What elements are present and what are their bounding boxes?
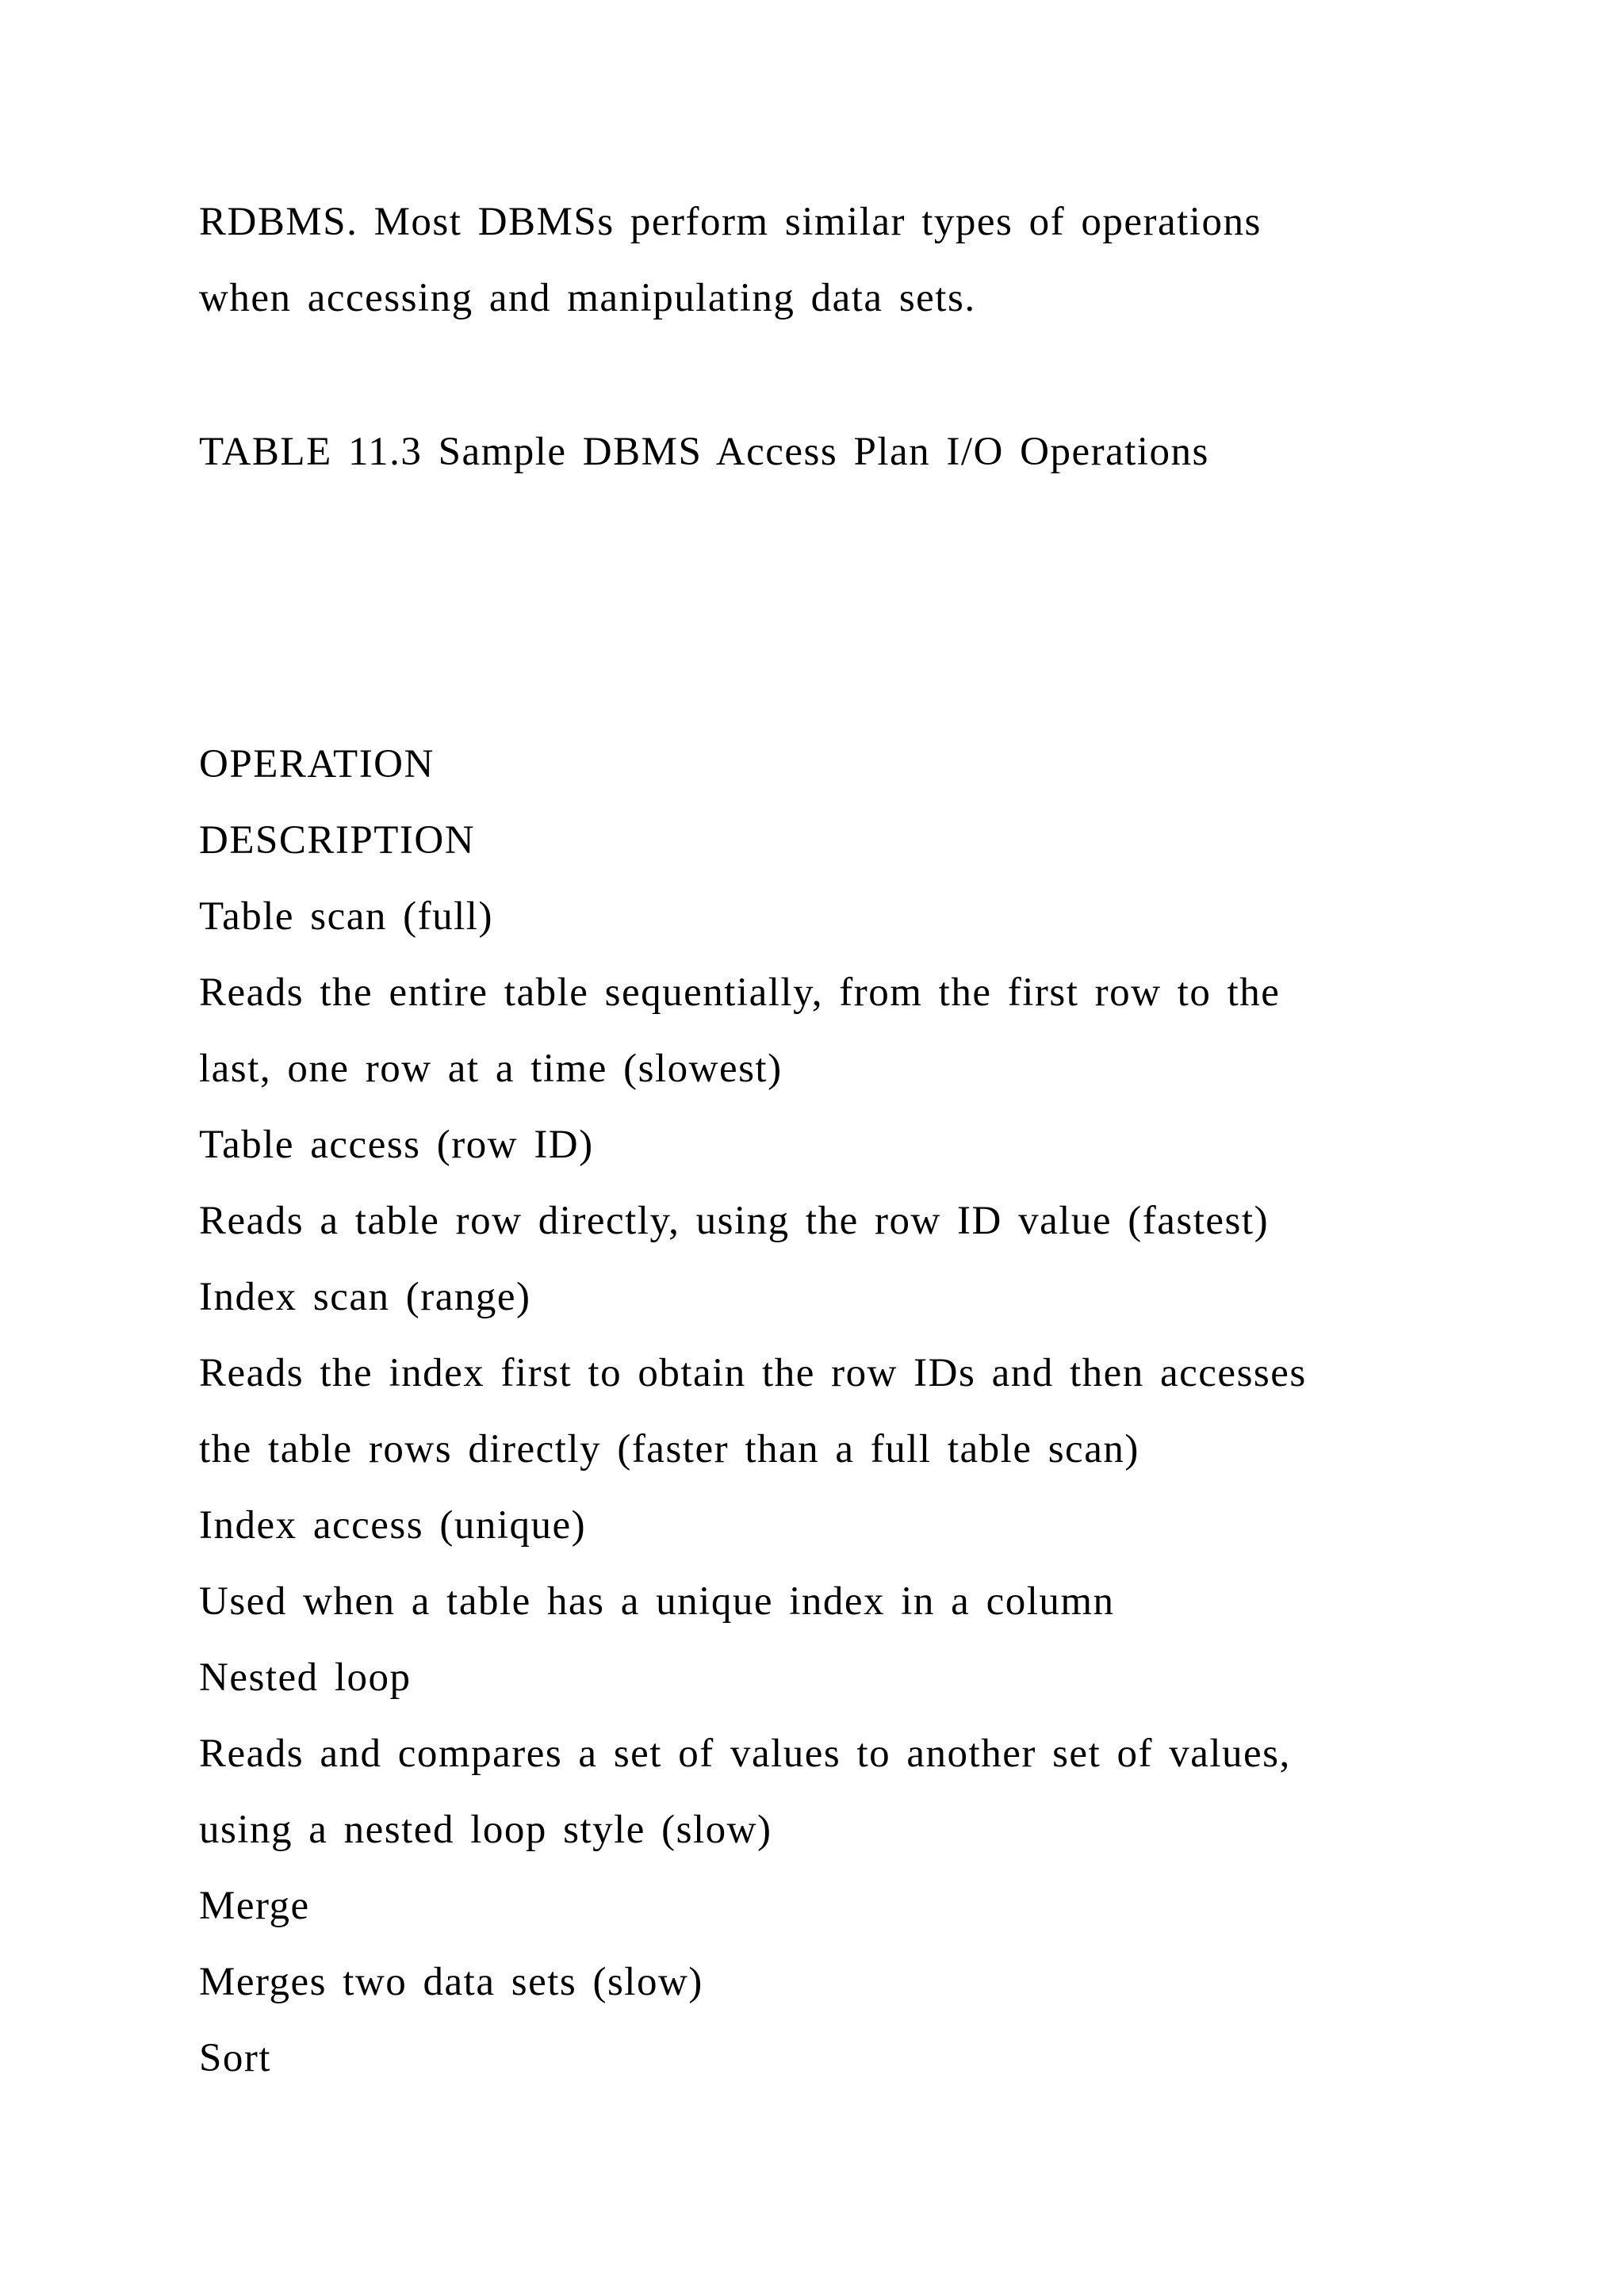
description-index-access: Used when a table has a unique index in a column bbox=[199, 1579, 1115, 1624]
table-header-operation: OPERATION bbox=[199, 742, 435, 786]
table-caption: TABLE 11.3 Sample DBMS Access Plan I/O Operations bbox=[199, 430, 1209, 474]
description-nested-loop-line-2: using a nested loop style (slow) bbox=[199, 1808, 772, 1852]
description-nested-loop-line-1: Reads and compares a set of values to another set of values, bbox=[199, 1732, 1291, 1776]
description-table-scan-line-2: last, one row at a time (slowest) bbox=[199, 1047, 783, 1091]
description-index-scan-line-2: the table rows directly (faster than a full table scan) bbox=[199, 1427, 1139, 1471]
description-table-scan-line-1: Reads the entire table sequentially, from the first row to the bbox=[199, 970, 1281, 1015]
operation-index-scan: Index scan (range) bbox=[199, 1275, 531, 1319]
description-index-scan-line-1: Reads the index first to obtain the row IDs and then accesses bbox=[199, 1351, 1307, 1395]
intro-text-line-1: RDBMS. Most DBMSs perform similar types of operations bbox=[199, 200, 1262, 244]
operation-index-access: Index access (unique) bbox=[199, 1503, 587, 1548]
intro-text-line-2: when accessing and manipulating data sets. bbox=[199, 276, 976, 320]
description-table-access: Reads a table row directly, using the row ID value (fastest) bbox=[199, 1199, 1270, 1243]
table-header-description: DESCRIPTION bbox=[199, 818, 476, 863]
operation-table-access: Table access (row ID) bbox=[199, 1123, 594, 1167]
operation-sort: Sort bbox=[199, 2036, 272, 2080]
operation-nested-loop: Nested loop bbox=[199, 1655, 412, 1700]
description-merge: Merges two data sets (slow) bbox=[199, 1960, 703, 2004]
operation-merge: Merge bbox=[199, 1884, 310, 1928]
operation-table-scan: Table scan (full) bbox=[199, 894, 493, 939]
